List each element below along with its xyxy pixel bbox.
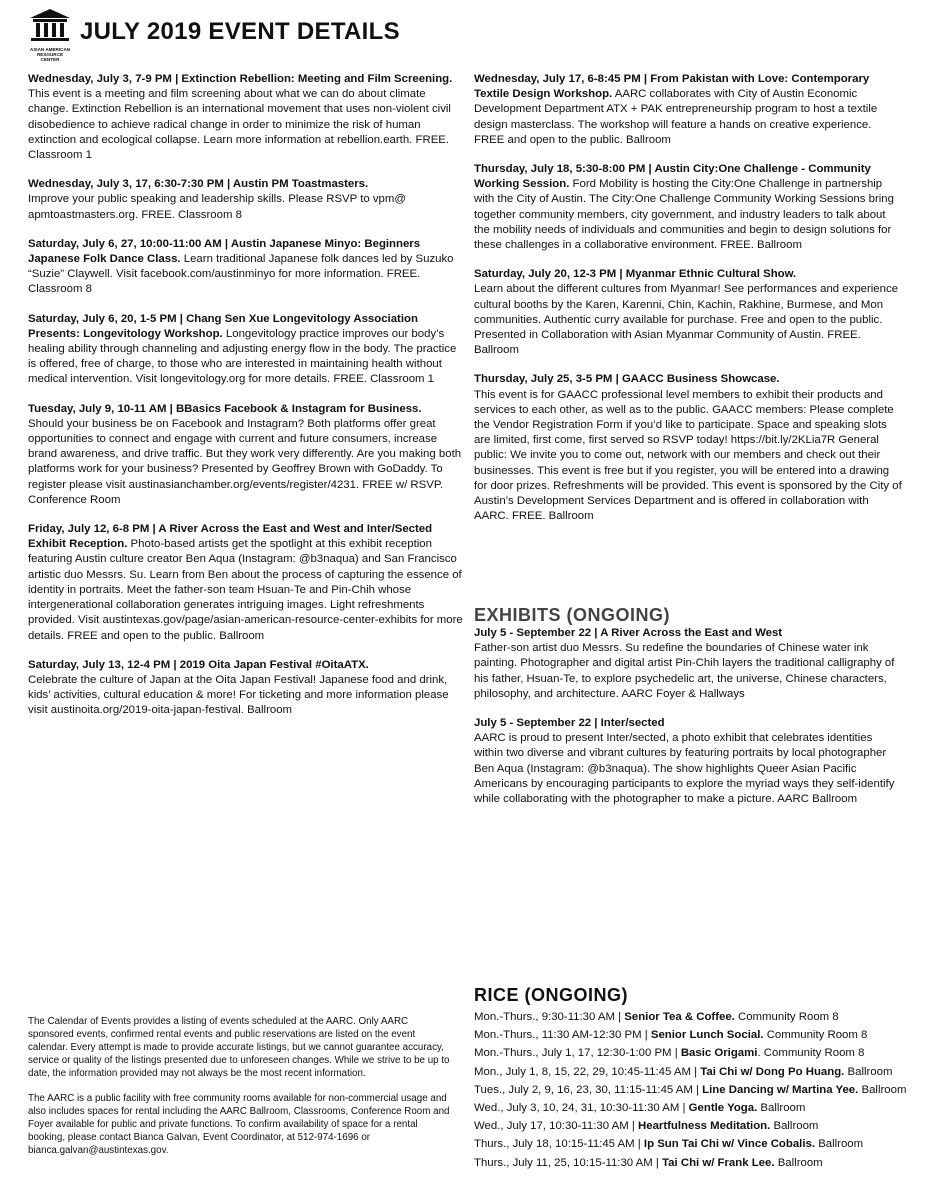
events-right-column bbox=[474, 72, 902, 538]
event-body: Should your business be on Facebook and Instagram? Both platforms offer great opportunities to connect and engage with current and future consumers, increase brand awareness, and drive traffic. But they work very differently. Are you making both platforms work for your business? Presented by Geoffrey Brown with GoDaddy. To register please visit austinasianchamber.org/events/register/4231. FREE w/ RSVP. Conference Room bbox=[28, 417, 462, 506]
event-item bbox=[474, 162, 902, 253]
rice-when: Mon.-Thurs., 11:30 AM-12:30 PM | bbox=[474, 1029, 648, 1042]
event-heading: Saturday, July 13, 12-4 PM | 2019 Oita Japan Festival #OitaATX. bbox=[28, 658, 369, 671]
event-item bbox=[28, 312, 464, 388]
rice-when: Thurs., July 11, 25, 10:15-11:30 AM | bbox=[474, 1156, 659, 1169]
rice-activity: Tai Chi w/ Dong Po Huang. bbox=[700, 1065, 845, 1078]
rice-location: Ballroom bbox=[777, 1156, 823, 1169]
rice-location: Ballroom bbox=[760, 1102, 806, 1115]
rice-location: Ballroom bbox=[773, 1120, 819, 1133]
rice-location: Community Room 8 bbox=[766, 1029, 868, 1042]
rice-row bbox=[474, 1026, 910, 1044]
exhibits-title: EXHIBITS (ONGOING) bbox=[474, 605, 671, 625]
event-item bbox=[474, 372, 902, 524]
event-heading: Thursday, July 25, 3-5 PM | GAACC Business Showcase. bbox=[474, 373, 780, 386]
event-heading: Friday, July 12, 6-8 PM | A River Across the East and West and Inter/Sected Exhibit Reception. bbox=[28, 523, 433, 551]
event-item bbox=[28, 402, 464, 508]
event-heading: Wednesday, July 17, 6-8:45 PM | From Pakistan with Love: Contemporary Textile Design Workshop. bbox=[474, 73, 870, 101]
rice-activity: Gentle Yoga. bbox=[688, 1102, 758, 1115]
event-heading: Wednesday, July 3, 7-9 PM | Extinction Rebellion: Meeting and Film Screening. bbox=[28, 73, 453, 85]
event-heading: Wednesday, July 3, 17, 6:30-7:30 PM | Austin PM Toastmasters. bbox=[28, 178, 369, 191]
event-item bbox=[474, 72, 902, 148]
page-title: JULY 2019 EVENT DETAILS bbox=[80, 18, 400, 45]
rice-row bbox=[474, 1154, 910, 1172]
event-body: This event is a meeting and film screening about what we can do about climate change. Extinction Rebellion is an international movement that uses non-violent civil disobedience to achieve radical change in order to minimize the risk of human extinction and ecological collapse. Learn more information at rebellion.earth. FREE. Classroom 1 bbox=[28, 88, 451, 162]
disclaimer bbox=[28, 1015, 452, 1169]
event-body: This event is for GAACC professional level members to exhibit their products and services to each other, as well as to the public. GAACC members: Please complete the Vendor Registration Form if you’d like to participate. Space and speaking slots are limited, first come, first served so RSVP today! https://bit.ly/2KLia7R General public: We invite you to come out, network with our members and check out their businesses. This event is free but if you register, you will be entered into a drawing for door prizes. Refreshments will be provided. This event is sponsored by the City of Austin’s Development Services Department and is offered in collaboration with AARC. FREE. Ballroom bbox=[474, 388, 902, 523]
rice-row bbox=[474, 1081, 910, 1099]
exhibit-body: Father-son artist duo Messrs. Su redefine the boundaries of Chinese water ink painting. Photographer and digital artist Pin-Chih layers the traditional calligraphy of his father, Hsuan-Te, to explore psychedelic art, the universe, Chinese characters, philosophy, and architecture. AARC Foyer & Hallways bbox=[474, 642, 895, 700]
rice-activity: Tai Chi w/ Frank Lee. bbox=[662, 1156, 775, 1169]
event-heading: Saturday, July 6, 27, 10:00-11:00 AM | Austin Japanese Minyo: Beginners Japanese Folk Dance Class. bbox=[28, 237, 421, 266]
exhibit-item bbox=[474, 626, 902, 702]
event-body: AARC collaborates with City of Austin Economic Development Department ATX + PAK entrepreneurship program to host a textile design masterclass. The workshop will feature a hands on creative experience. FREE and open to the public. Ballroom bbox=[474, 88, 878, 146]
rice-row bbox=[474, 1044, 910, 1062]
event-body: Ford Mobility is hosting the City:One Challenge in partnership with the City of Austin. The City:One Challenge Community Working Sessions bring together community members, city government, and industry leaders to talk about the mobility needs of individuals and communities and begin to design solutions for these challenges in a collaborative environment. FREE. Ballroom bbox=[474, 178, 894, 252]
event-item bbox=[28, 522, 464, 644]
rice-row bbox=[474, 1008, 910, 1026]
event-item bbox=[28, 72, 464, 163]
events-left-column bbox=[28, 72, 464, 733]
rice-when: Tues., July 2, 9, 16, 23, 30, 11:15-11:45 AM | bbox=[474, 1083, 699, 1096]
rice-location: . Community Room 8 bbox=[757, 1047, 865, 1060]
rice-location: Ballroom bbox=[861, 1083, 907, 1096]
rice-when: Mon.-Thurs., July 1, 17, 12:30-1:00 PM | bbox=[474, 1047, 678, 1060]
rice-location: Community Room 8 bbox=[738, 1011, 839, 1023]
event-heading: Thursday, July 18, 5:30-8:00 PM | Austin City:One Challenge - Community Working Session. bbox=[474, 163, 871, 191]
event-item bbox=[474, 267, 902, 358]
event-item bbox=[28, 658, 464, 719]
rice-when: Thurs., July 18, 10:15-11:45 AM | bbox=[474, 1138, 641, 1151]
rice-when: Mon., July 1, 8, 15, 22, 29, 10:45-11:45 AM | bbox=[474, 1065, 698, 1078]
event-body: Learn traditional Japanese folk dances led by Suzuko “Suzie” Claywell. Visit facebook.com/austinminyo for more information. FREE. Classroom 8 bbox=[28, 253, 454, 296]
event-heading: Tuesday, July 9, 10-11 AM | BBasics Facebook & Instagram for Business. bbox=[28, 402, 422, 415]
exhibits-section bbox=[474, 604, 902, 821]
rice-location: Ballroom bbox=[818, 1138, 864, 1151]
event-body: Photo-based artists get the spotlight at this exhibit reception featuring Austin culture creator Ben Aqua (Instagram: @b3naqua) and San Francisco artistic duo Messrs. Su. Learn from Ben about the process of capturing the essence of identity in portraits. Meet the father-son team Hsuan-Te and Pin-Chih whose intergenerational collaboration generates intriguing images. Light refreshments provided. Visit austintexas.gov/page/asian-american-resource-center-exhibits for more details. FREE and open to the public. Ballroom bbox=[28, 538, 463, 642]
rice-activity: Senior Lunch Social. bbox=[650, 1029, 764, 1042]
event-item bbox=[28, 237, 464, 298]
event-body: Improve your public speaking and leadership skills. Please RSVP to vpm@ apmtoastmasters.org. FREE. Classroom 8 bbox=[28, 193, 406, 221]
event-heading: Saturday, July 6, 20, 1-5 PM | Chang Sen Xue Longevitology Association Presents: Longevitology Workshop. bbox=[28, 312, 418, 340]
exhibit-heading: July 5 - September 22 | A River Across the East and West bbox=[474, 627, 783, 639]
rice-row bbox=[474, 1135, 910, 1153]
exhibit-body: AARC is proud to present Inter/sected, a photo exhibit that celebrates identities within two diverse and vibrant cultures by featuring portraits by local photographer Ben Aqua (Instagram: @b3naqua). The show highlights Queer Asian Pacific Americans by encouraging participants to explore the myriad ways they self-identify while collaborating with the photographer to make a picture. AARC Ballroom bbox=[474, 732, 895, 806]
building-icon bbox=[28, 8, 72, 42]
rice-activity: Ip Sun Tai Chi w/ Vince Cobalis. bbox=[643, 1138, 816, 1151]
rice-activity: Senior Tea & Coffee. bbox=[624, 1011, 735, 1023]
rice-activity: Line Dancing w/ Martina Yee. bbox=[702, 1083, 859, 1096]
rice-row bbox=[474, 1063, 910, 1081]
event-body: Longevitology practice improves our body’s healing ability through channeling and adjusting energy flow in the body. The practice is offered, free of charge, to those who are interested in maintaining health without medical intervention. Visit longevitology.org for more details. FREE. Classroom 1 bbox=[28, 327, 457, 386]
event-heading: Saturday, July 20, 12-3 PM | Myanmar Ethnic Cultural Show. bbox=[474, 268, 797, 281]
rice-section bbox=[474, 984, 910, 1172]
rice-activity: Heartfulness Meditation. bbox=[638, 1120, 771, 1133]
event-item bbox=[28, 177, 464, 223]
disclaimer-facility: The AARC is a public facility with free community rooms available for non-commercial usage and also includes spaces for rental including the AARC Ballroom, Classrooms, Conference Room and Foyer available for public and private functions. To confirm availability of space for a rental booking, please contact Bianca Galvan, Event Coordinator, at 512-974-1696 or bianca.galvan@austintexas.gov. bbox=[28, 1093, 450, 1156]
exhibit-item bbox=[474, 716, 902, 807]
rice-row bbox=[474, 1117, 910, 1135]
exhibit-heading: July 5 - September 22 | Inter/sected bbox=[474, 717, 665, 730]
event-body: Celebrate the culture of Japan at the Oita Japan Festival! Japanese food and drink, kids’ activities, cultural education & more! For ticketing and more information please visit austinoita.org/2019-oita-japan-festival. Ballroom bbox=[28, 673, 449, 717]
event-body: Learn about the different cultures from Myanmar! See performances and experience cultural booths by the Karen, Karenni, Chin, Kachin, Rakhine, Burmese, and Mon communities. Authentic curry available for purchase. Free and open to the public. Presented in Collaboration with Asian Myanmar Community of Austin. FREE. Ballroom bbox=[474, 283, 899, 357]
disclaimer-calendar: The Calendar of Events provides a listing of events scheduled at the AARC. Only AARC sponsored events, confirmed rental events and public reservations are listed on the event calendar. Every attempt is made to provide accurate listings, but we cannot guarantee accuracy, service or quality of the listings presented due to unforeseen changes. While we strive to be up to date, the information provided may not always be the most recent information. bbox=[28, 1016, 450, 1079]
rice-title: RICE (ONGOING) bbox=[474, 985, 628, 1005]
rice-when: Wed., July 3, 10, 24, 31, 10:30-11:30 AM | bbox=[474, 1102, 686, 1115]
rice-when: Wed., July 17, 10:30-11:30 AM | bbox=[474, 1120, 635, 1133]
logo-caption: ASIAN AMERICAN RESOURCE CENTER bbox=[29, 47, 71, 62]
rice-activity: Basic Origami bbox=[680, 1047, 758, 1060]
aarc-logo bbox=[28, 8, 72, 62]
rice-when: Mon.-Thurs., 9:30-11:30 AM | bbox=[474, 1011, 622, 1023]
rice-row bbox=[474, 1099, 910, 1117]
rice-location: Ballroom bbox=[847, 1065, 893, 1078]
